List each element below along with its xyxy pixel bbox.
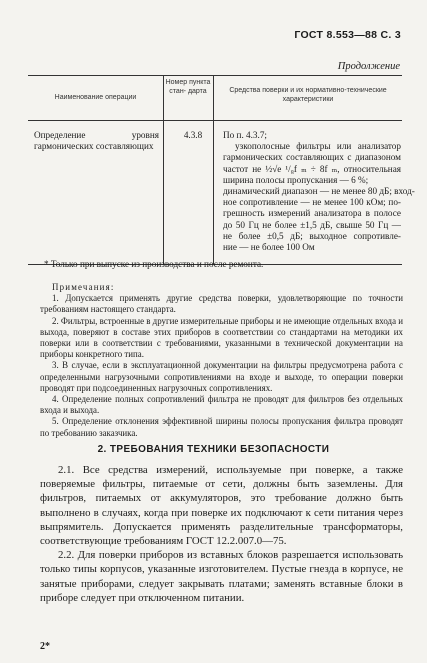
table-header-rule	[28, 120, 402, 121]
table-cell-operation: Определение уровня гармонических составляющих	[34, 130, 159, 152]
body-paragraph: 2.1. Все средства измерений, используемые при поверке, а также поверяемые фильтры, питаемые от сети, должны быть заземлены. Для фильтров, питаемых от аккумуляторов, это требование должно быть выполнено в случаях, когда при поверке их подключают к сети питания через выпрямитель. Допускается применять разделительные трансформаторы, соответствующие требованиям ГОСТ 12.2.007.0—75.	[40, 464, 403, 548]
verification-table	[28, 75, 415, 265]
means-line: По п. 4.3.7;	[223, 130, 267, 140]
header-clause: Номер пункта стан- дарта	[165, 79, 211, 95]
note-item: 5. Определение отклонения эффективной ширины полосы пропускания фильтра проводят по требованию заказчика.	[40, 416, 403, 438]
means-line: ное сопротивление — не менее 100 кОм; по-	[223, 197, 401, 208]
header-operation: Наименование операции	[54, 94, 137, 101]
page-number: 2*	[40, 641, 50, 652]
note-item: 3. В случае, если в эксплуатационной документации на фильтры предусмотрена работа с определенными нагрузочными сопротивлениями на входе и выходе, то операции поверки проводят при подсоединенных нагрузочных сопротивлениях.	[40, 360, 403, 393]
means-line: не более ±0,5 дБ; выходное сопротивле-	[223, 230, 401, 241]
means-line: ширина полосы пропускания — 6 %;	[223, 174, 369, 185]
standard-header: ГОСТ 8.553—88 С. 3	[294, 29, 401, 41]
table-footnote: * Только при выпуске из производства и после ремонта.	[44, 259, 264, 269]
means-line: динамический диапазон — не менее 80 дБ; вход-	[223, 186, 415, 197]
note-item: 1. Допускается применять другие средства поверки, удовлетворяющие по точности требованиям настоящего стандарта.	[40, 293, 403, 315]
table-top-rule	[28, 75, 402, 76]
note-item: 2. Фильтры, встроенные в другие измерительные приборы и не имеющие отдельных входа и выхода, поверяют в составе этих приборов в соответствии со стандартами на методики их поверки или в соответствии с требованиями, указанными в технической документации на приборы конкретного типа.	[40, 315, 403, 360]
notes-block	[40, 282, 403, 439]
means-line: частот не ½√e ¹/₈f ₘ ÷ 8f ₘ, относительная	[223, 163, 401, 174]
note-item: 4. Определение полных сопротивлений фильтра не проводят для фильтров без отдельных входа и выхода.	[40, 394, 403, 416]
means-line: узкополосные фильтры или анализатор	[235, 141, 401, 152]
header-means: Средства поверки и их нормативно-технические характеристики	[229, 87, 387, 103]
table-cell-means	[223, 130, 415, 253]
continuation-label: Продолжение	[337, 61, 400, 72]
means-line: грешность измерений анализатора в полосе	[223, 208, 401, 219]
section-body	[40, 463, 403, 605]
table-divider-1	[163, 75, 164, 265]
means-line: гармонических составляющих с диапазоном	[223, 152, 401, 163]
means-line: до 50 Гц не более ±1,5 дБ, свыше 50 Гц —	[223, 219, 401, 230]
means-line: ние — не более 100 Ом	[223, 242, 315, 253]
notes-title: Примечания:	[52, 282, 115, 292]
section-heading: 2. ТРЕБОВАНИЯ ТЕХНИКИ БЕЗОПАСНОСТИ	[97, 444, 330, 455]
table-cell-clause: 4.3.8	[183, 130, 203, 140]
table-divider-2	[213, 75, 214, 265]
body-paragraph: 2.2. Для поверки приборов из вставных блоков разрешается использовать только типы корпусов, указанные изготовителем. Пустые гнезда в корпусе, не занятые приборами, следует закрывать платами; заменять вставные блоки в приборе следует при отключенном питании.	[40, 549, 403, 604]
